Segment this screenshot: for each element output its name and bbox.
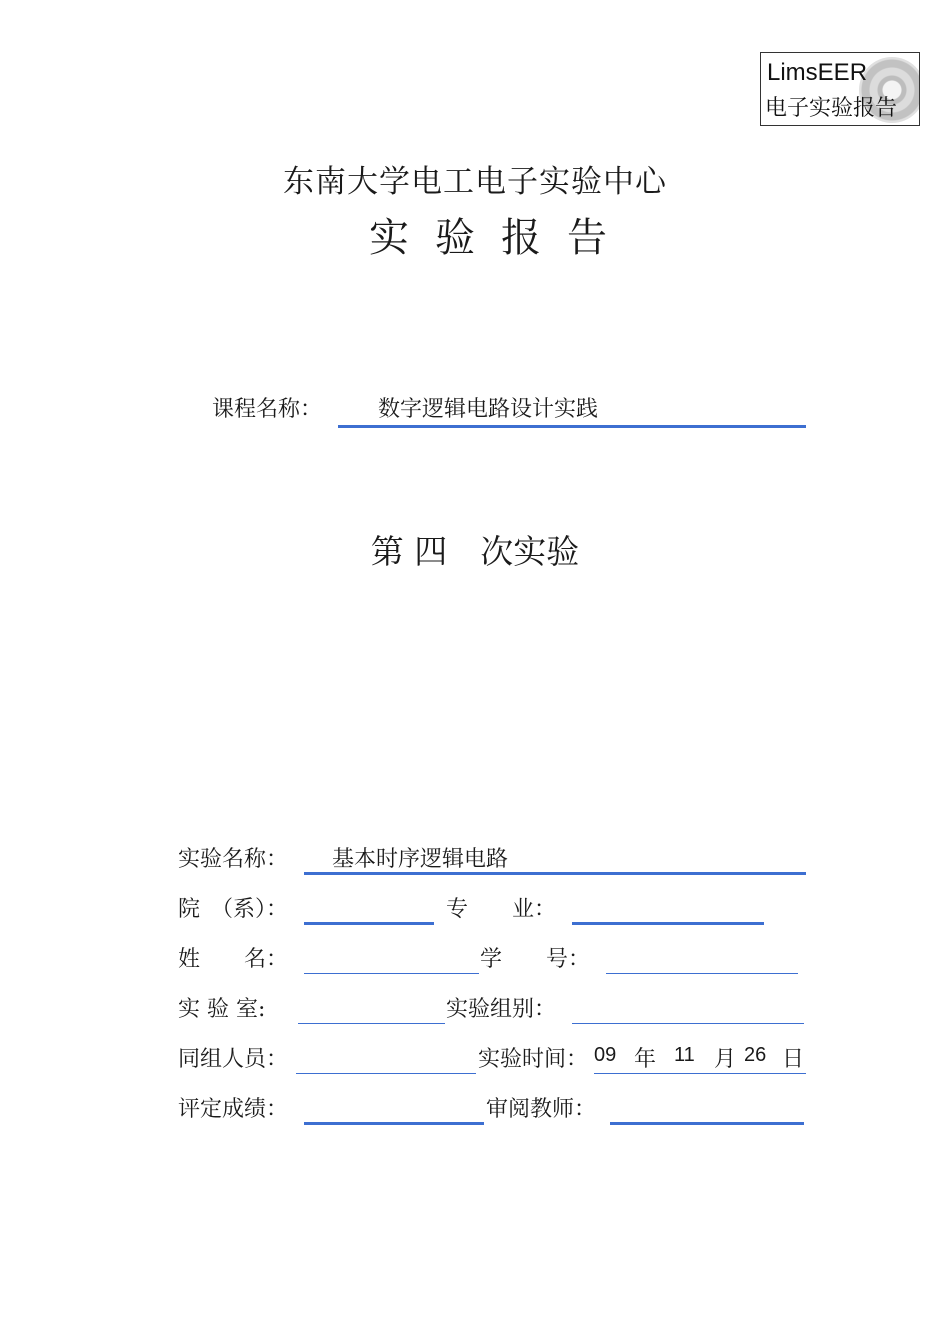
experiment-date-field[interactable]	[594, 1042, 806, 1074]
course-name-label: 课程名称：	[212, 397, 323, 422]
student-id-field[interactable]	[606, 942, 798, 974]
experiment-number: 第 四 次实验	[370, 532, 580, 571]
lab-field[interactable]	[298, 992, 445, 1024]
experiment-name-label: 实验名称：	[178, 847, 289, 872]
course-name-value: 数字逻辑电路设计实践	[378, 397, 599, 422]
major-field[interactable]	[572, 892, 764, 925]
student-name-field[interactable]	[304, 942, 479, 974]
date-day-unit: 日	[782, 1047, 805, 1072]
department-label: 院 （系）：	[178, 897, 289, 922]
date-month-unit: 月	[714, 1047, 737, 1072]
report-title: 实验报告	[369, 215, 633, 261]
organization-title: 东南大学电工电子实验中心	[283, 164, 667, 200]
teacher-field[interactable]	[610, 1092, 804, 1125]
experiment-name-field[interactable]	[304, 842, 806, 875]
date-year-unit: 年	[634, 1047, 657, 1072]
logo-text-secondary: 电子实验报告	[765, 96, 898, 121]
group-members-label: 同组人员：	[178, 1047, 289, 1072]
experiment-name-value: 基本时序逻辑电路	[332, 847, 509, 872]
lab-label: 实 验 室:	[178, 997, 266, 1022]
course-name-field[interactable]	[338, 392, 806, 428]
student-name-label: 姓 名：	[178, 947, 289, 972]
department-field[interactable]	[304, 892, 434, 925]
grade-label: 评定成绩：	[178, 1097, 289, 1122]
group-label: 实验组别：	[446, 997, 557, 1022]
date-day: 26	[744, 1044, 767, 1066]
teacher-label: 审阅教师：	[486, 1097, 597, 1122]
group-members-field[interactable]	[296, 1042, 476, 1074]
date-year: 09	[594, 1044, 617, 1066]
grade-field[interactable]	[304, 1092, 484, 1125]
experiment-time-label: 实验时间：	[478, 1047, 589, 1072]
logo-text-primary: LimsEER	[767, 59, 868, 86]
limseer-logo	[760, 52, 920, 126]
group-field[interactable]	[572, 992, 804, 1024]
student-id-label: 学 号：	[480, 947, 591, 972]
date-month: 11	[674, 1044, 695, 1066]
major-label: 专 业：	[446, 897, 557, 922]
